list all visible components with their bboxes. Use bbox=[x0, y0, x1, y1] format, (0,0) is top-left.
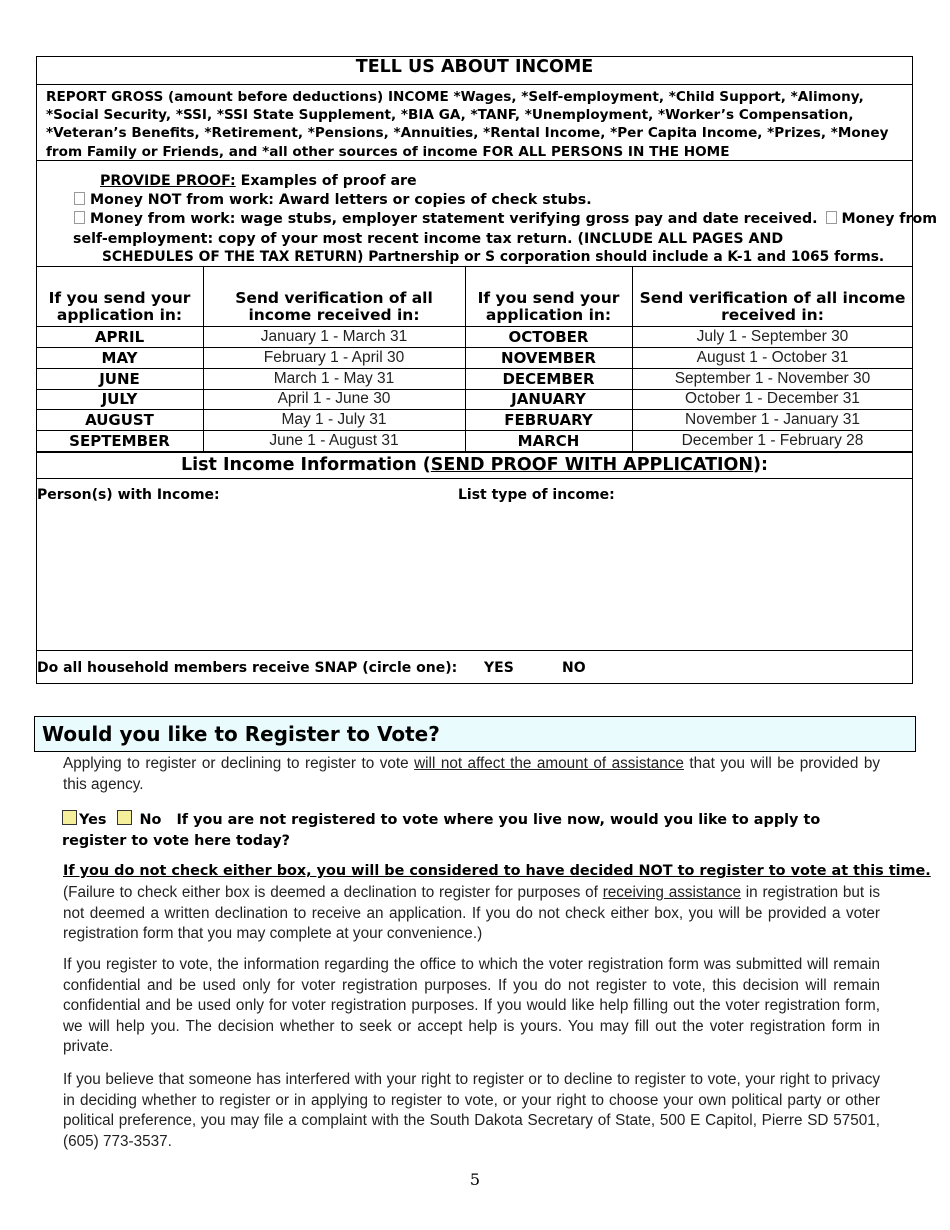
proof-line: self-employment: copy of your most recent income tax return. (INCLUDE ALL PAGES AND bbox=[73, 231, 784, 247]
snap-no-option[interactable]: NO bbox=[562, 660, 586, 676]
vote-confidentiality-note: If you register to vote, the information regarding the office to which the voter registration form was submitted will remain confidential and be used only for voter registration purposes. If you do not register to vote, this decision will remain confidential and be used only for voter registration purposes. If you would like help filling out the voter registration form, we will help you. The decision whether to seek or accept help is yours. You may fill out the voter registration form in private. bbox=[63, 956, 880, 1055]
table-cell: APRIL bbox=[94, 328, 145, 346]
snap-yes-option[interactable]: YES bbox=[484, 660, 514, 676]
table-cell: JUNE bbox=[99, 370, 140, 388]
vote-no-checkbox[interactable] bbox=[117, 810, 132, 825]
table-cell: MAY bbox=[101, 349, 138, 367]
table-cell: June 1 - August 31 bbox=[269, 432, 399, 449]
table-cell: JULY bbox=[101, 390, 138, 408]
checkbox-glyph-icon bbox=[74, 192, 85, 205]
vote-yes-checkbox[interactable] bbox=[62, 810, 77, 825]
table-header: Send verification of all income received in: bbox=[639, 289, 906, 324]
vote-question-row bbox=[62, 810, 882, 851]
income-title: TELL US ABOUT INCOME bbox=[355, 57, 594, 77]
table-header: Send verification of all income received in: bbox=[235, 289, 433, 324]
table-cell: SEPTEMBER bbox=[69, 432, 170, 450]
income-report-instructions: REPORT GROSS (amount before deductions) INCOME *Wages, *Self-employment, *Child Support, *Alimony, *Social Security, *SSI, *SSI State Supplement, *BIA GA, *TANF, *Unemployment, *Worker’s Compensation, *Veteran’s Benefits, *Retirement, *Pensions, *Annuities, *Rental Income, *Per Capita Income, *Prizes, *Money from Family or Friends, and *all other sources of income FOR ALL PERSONS IN THE HOME bbox=[46, 89, 889, 160]
table-cell: JANUARY bbox=[511, 390, 586, 408]
table-cell: September 1 - November 30 bbox=[674, 370, 871, 387]
checkbox-glyph-icon bbox=[74, 211, 85, 224]
page-number: 5 bbox=[469, 1170, 481, 1189]
persons-with-income-field[interactable] bbox=[210, 484, 450, 644]
snap-question: Do all household members receive SNAP (circle one): bbox=[37, 660, 458, 676]
table-cell: January 1 - March 31 bbox=[260, 328, 408, 345]
table-cell: DECEMBER bbox=[502, 370, 595, 388]
vote-declination-note: (Failure to check either box is deemed a declination to register for purposes of receiving assistance in registration but is not deemed a written declination to receive an application. If you do not check either box, you will be provided a voter registration form that you may complete at your convenience.) bbox=[63, 884, 880, 942]
table-header: If you send your application in: bbox=[48, 289, 191, 324]
vote-title: Would you like to Register to Vote? bbox=[42, 722, 440, 746]
table-cell: February 1 - April 30 bbox=[263, 349, 405, 366]
proof-item: Money NOT from work: Award letters or copies of check stubs. bbox=[74, 191, 592, 211]
table-cell: FEBRUARY bbox=[504, 411, 593, 429]
vote-assistance-note: Applying to register or declining to register to vote will not affect the amount of assistance that you will be provided by this agency. bbox=[63, 755, 881, 793]
vote-warning: If you do not check either box, you will be considered to have decided NOT to register to vote at this time. bbox=[63, 863, 931, 879]
vote-question: If you are not registered to vote where you live now, would you like to apply to register to vote here today? bbox=[62, 812, 821, 849]
proof-heading: PROVIDE PROOF: bbox=[100, 173, 236, 189]
table-rule bbox=[36, 478, 913, 479]
table-cell: December 1 - February 28 bbox=[681, 432, 864, 449]
table-cell: August 1 - October 31 bbox=[696, 349, 849, 366]
table-cell: AUGUST bbox=[85, 411, 154, 429]
persons-with-income-label: Person(s) with Income: bbox=[37, 487, 220, 503]
table-cell: OCTOBER bbox=[508, 328, 589, 346]
table-cell: October 1 - December 31 bbox=[685, 390, 860, 407]
vote-no-label: No bbox=[139, 812, 162, 828]
checkbox-glyph-icon bbox=[826, 211, 837, 224]
proof-intro-text: Examples of proof are bbox=[235, 173, 417, 189]
table-cell: November 1 - January 31 bbox=[685, 411, 860, 428]
table-cell: April 1 - June 30 bbox=[277, 390, 391, 407]
list-income-title: List Income Information (SEND PROOF WITH APPLICATION): bbox=[180, 455, 769, 475]
table-cell: May 1 - July 31 bbox=[281, 411, 387, 428]
table-cell: MARCH bbox=[517, 432, 580, 450]
income-type-label: List type of income: bbox=[458, 487, 615, 503]
table-cell: March 1 - May 31 bbox=[273, 370, 395, 387]
proof-item: Money from work: wage stubs, employer statement verifying gross pay and date received. Money from bbox=[74, 210, 937, 230]
table-cell: July 1 - September 30 bbox=[696, 328, 849, 345]
proof-intro bbox=[100, 172, 417, 192]
table-cell: NOVEMBER bbox=[501, 349, 596, 367]
proof-line: SCHEDULES OF THE TAX RETURN) Partnership or S corporation should include a K-1 and 1065 forms. bbox=[102, 249, 885, 265]
divider bbox=[36, 84, 913, 85]
income-type-field[interactable] bbox=[610, 484, 908, 644]
divider bbox=[36, 650, 913, 651]
vote-yes-label: Yes bbox=[79, 812, 107, 828]
table-header: If you send your application in: bbox=[477, 289, 620, 324]
vote-complaint-note: If you believe that someone has interfered with your right to register or to decline to register to vote, your right to privacy in deciding whether to register or in applying to register to vote, or your right to choose your own political party or other political preference, you may file a complaint with the South Dakota Secretary of State, 500 E Capitol, Pierre SD 57501, (605) 773-3537. bbox=[63, 1071, 880, 1150]
